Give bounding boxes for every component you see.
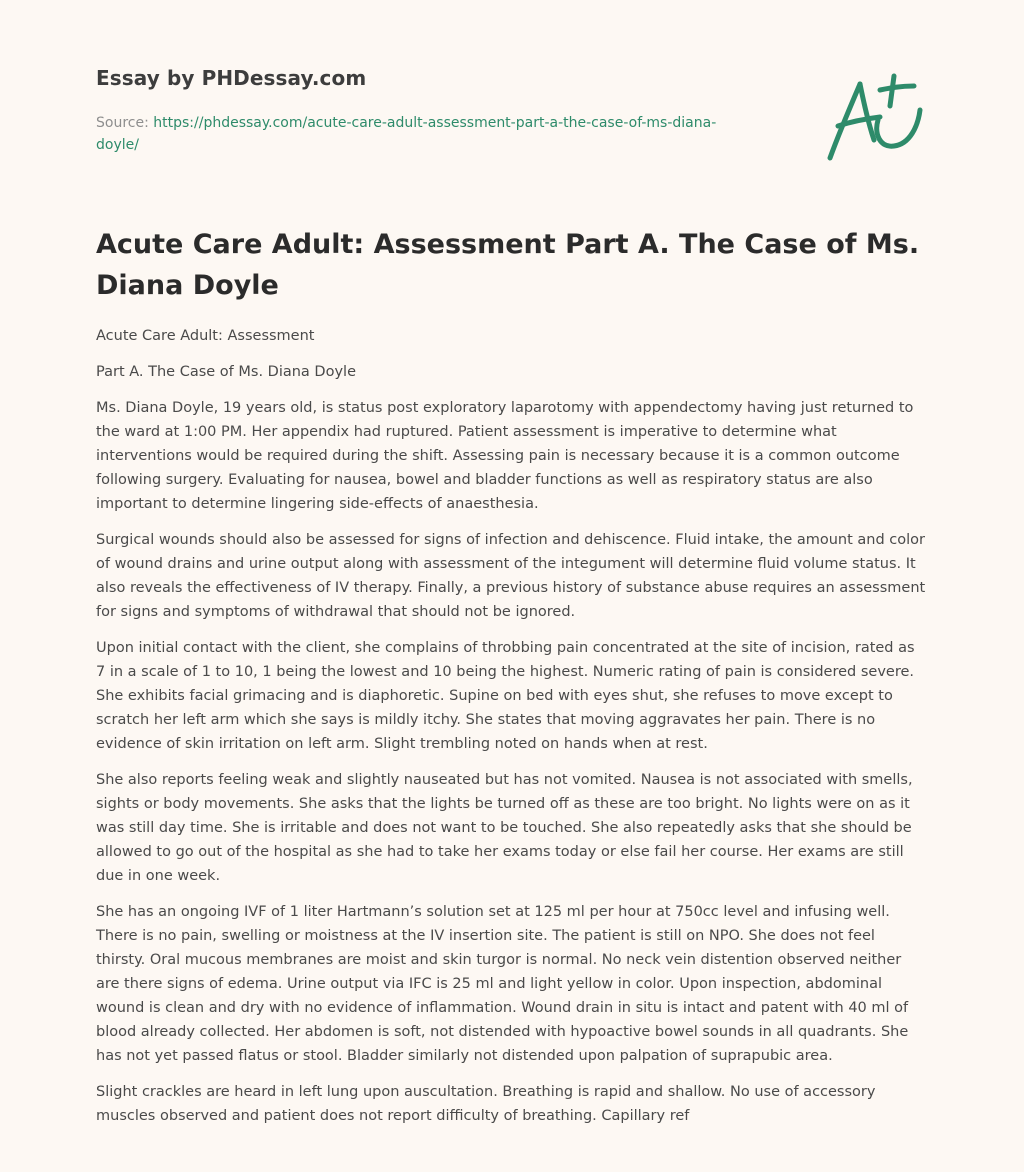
paragraph: She also reports feeling weak and slightly nauseated but has not vomited. Nausea is not associated with smells, sights or body movements. She asks that the lights be turned off as these are too bright. No lights were on as it was still day time. She is irritable and does not want to be touched. She also repeatedly asks that she should be allowed to go out of the hospital as she had to take her exams today or else fail her course. Her exams are still due in one week. (96, 772, 913, 884)
source-line (96, 112, 736, 156)
paragraph: Acute Care Adult: Assessment (96, 328, 315, 344)
paragraph: Upon initial contact with the client, she complains of throbbing pain concentrated at the site of incision, rated as 7 in a scale of 1 to 10, 1 being the lowest and 10 being the highest. Numeric rating of pain is considered severe. She exhibits facial grimacing and is diaphoretic. Supine on bed with eyes shut, she refuses to move except to scratch her left arm which she says is mildly itchy. She states that moving aggravates her pain. There is no evidence of skin irritation on left arm. Slight trembling noted on hands when at rest. (96, 640, 915, 752)
source-label: Source: (96, 115, 149, 131)
a-plus-grade-logo-icon (824, 70, 928, 166)
paragraph: Surgical wounds should also be assessed for signs of infection and dehiscence. Fluid intake, the amount and color of wound drains and urine output along with assessment of the integument will determine fluid volume status. It also reveals the effectiveness of IV therapy. Finally, a previous history of substance abuse requires an assessment for signs and symptoms of withdrawal that should not be ignored. (96, 532, 926, 620)
paragraph: Part A. The Case of Ms. Diana Doyle (96, 364, 356, 380)
essay-body (96, 324, 928, 1140)
paragraph: Ms. Diana Doyle, 19 years old, is status post exploratory laparotomy with appendectomy having just returned to the ward at 1:00 PM. Her appendix had ruptured. Patient assessment is imperative to determine what interventions would be required during the shift. Assessing pain is necessary because it is a common outcome following surgery. Evaluating for nausea, bowel and bladder functions as well as respiratory status are also important to determine lingering side-effects of anaesthesia. (96, 400, 914, 512)
site-title: Essay by PHDessay.com (96, 66, 367, 90)
paragraph: Slight crackles are heard in left lung upon auscultation. Breathing is rapid and shallow. No use of accessory muscles observed and patient does not report difficulty of breathing. Capillary ref (96, 1084, 876, 1124)
document-title: Acute Care Adult: Assessment Part A. The Case of Ms. Diana Doyle (96, 229, 920, 301)
source-link[interactable]: https://phdessay.com/acute-care-adult-assessment-part-a-the-case-of-ms-diana-doyle/ (96, 115, 717, 153)
paragraph: She has an ongoing IVF of 1 liter Hartmann’s solution set at 125 ml per hour at 750cc level and infusing well. There is no pain, swelling or moistness at the IV insertion site. The patient is still on NPO. She does not feel thirsty. Oral mucous membranes are moist and skin turgor is normal. No neck vein distention observed neither are there signs of edema. Urine output via IFC is 25 ml and light yellow in color. Upon inspection, abdominal wound is clean and dry with no evidence of inflammation. Wound drain in situ is intact and patent with 40 ml of blood already collected. Her abdomen is soft, not distended with hypoactive bowel sounds in all quadrants. She has not yet passed flatus or stool. Bladder similarly not distended upon palpation of suprapubic area. (96, 904, 909, 1064)
